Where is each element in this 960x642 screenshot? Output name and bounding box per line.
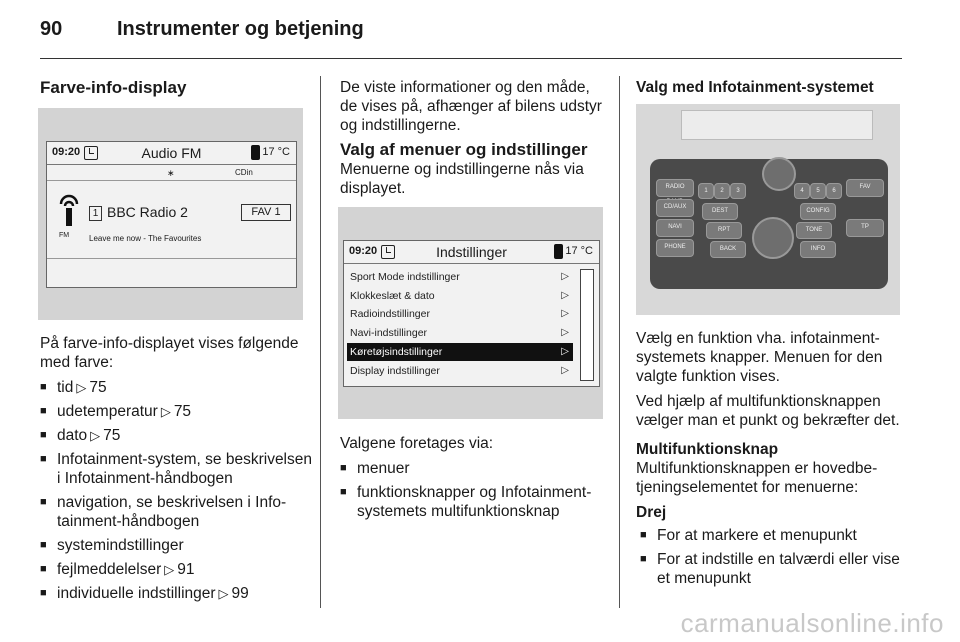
settings-status-bar xyxy=(344,241,599,264)
preset-button[interactable]: 1 xyxy=(698,183,714,199)
chevron-right-icon: ▷ xyxy=(561,271,569,282)
column-divider-2 xyxy=(619,76,620,608)
panel-button[interactable]: INFO xyxy=(800,241,836,258)
chevron-right-icon: ▷ xyxy=(561,327,569,338)
list-item: ■ funktionsknapper og Infotainment-systemets multifunktionsknap xyxy=(340,483,608,521)
menu-scrollbar[interactable] xyxy=(580,269,594,381)
infotainment-panel-figure xyxy=(636,104,900,315)
preset-button[interactable]: 2 xyxy=(714,183,730,199)
list-item: ■ udetemperatur ▷ 75 xyxy=(40,402,312,421)
panel-button[interactable]: FAV xyxy=(846,179,884,197)
middle-intro: De viste informationer og den måde, de vises på, afhænger af bilens udstyr og indstillingerne. xyxy=(340,79,602,134)
middle-body xyxy=(340,434,608,526)
settings-temp: 17 °C xyxy=(565,245,593,257)
settings-time: 09:20 xyxy=(349,245,378,257)
panel-button[interactable]: NAVI xyxy=(656,219,694,237)
list-item: ■ systemindstillinger xyxy=(40,536,312,555)
multifunction-knob[interactable] xyxy=(752,217,794,259)
menu-item-navi[interactable]: Navi-indstillinger ▷ xyxy=(347,324,573,342)
turn-list xyxy=(636,526,902,588)
display-divider-bottom xyxy=(47,258,296,259)
station-number: 1 xyxy=(89,206,102,221)
preset-button[interactable]: 6 xyxy=(826,183,842,199)
knob-heading: Multifunktionsknap xyxy=(636,441,779,458)
panel-button[interactable]: PHONE xyxy=(656,239,694,257)
settings-title: Indstillinger xyxy=(436,244,507,260)
settings-screen xyxy=(343,240,600,387)
section-title-infotainment: Valg med Infotainment-systemet xyxy=(636,79,874,96)
display-screen xyxy=(46,141,297,288)
menu-item-vehicle[interactable]: Køretøjsindstillinger ▷ xyxy=(347,343,573,361)
chevron-right-icon: ▷ xyxy=(561,308,569,319)
preset-button[interactable]: 5 xyxy=(810,183,826,199)
thermometer-icon xyxy=(554,244,563,259)
knob-text: Multifunktionsknappen er hovedbetjeningselementet for menuerne: xyxy=(636,460,878,496)
preset-button[interactable]: 3 xyxy=(730,183,746,199)
list-item: ■ Infotainment-system, se beskrivelsen i Infotainment-håndbogen xyxy=(40,450,312,488)
list-item: ■ For at markere et menupunkt xyxy=(640,526,902,545)
page-ref-icon: ▷ xyxy=(90,428,101,443)
page-title: Instrumenter og betjening xyxy=(117,18,364,40)
panel-button[interactable]: CONFIG xyxy=(800,203,836,220)
menu-item-radio[interactable]: Radioindstillinger ▷ xyxy=(347,305,573,323)
color-info-display-figure xyxy=(38,108,303,320)
panel-button[interactable]: DEST xyxy=(702,203,738,220)
panel-button[interactable]: CD/AUX xyxy=(656,199,694,217)
page-ref-icon: ▷ xyxy=(160,404,171,419)
chevron-right-icon: ▷ xyxy=(561,290,569,301)
list-item: ■ fejlmeddelelser ▷ 91 xyxy=(40,560,312,579)
display-title: Audio FM xyxy=(141,145,202,161)
bluetooth-icon: ∗ xyxy=(167,168,175,178)
page-number: 90 xyxy=(40,18,63,40)
chevron-right-icon: ▷ xyxy=(561,365,569,376)
cd-in-label: CDin xyxy=(235,168,253,177)
song-title: Leave me now - The Favourites xyxy=(89,234,202,243)
list-item: ■ menuer xyxy=(340,459,608,478)
radio-antenna-icon xyxy=(59,194,79,228)
list-item: ■ tid ▷ 75 xyxy=(40,378,312,397)
control-panel xyxy=(650,159,888,289)
middle-sub: Menuerne og indstillingerne nås via displayet. xyxy=(340,161,584,197)
panel-button[interactable]: RPT xyxy=(706,222,742,239)
menu-item-sport-mode[interactable]: Sport Mode indstillinger ▷ xyxy=(347,268,573,286)
panel-button[interactable]: TONE xyxy=(796,222,832,239)
display-items-list xyxy=(40,378,312,603)
section-title-display: Farve-info-display xyxy=(40,78,187,97)
list-item: ■ navigation, se beskrivelsen i Infotainment-håndbogen xyxy=(40,493,312,531)
page-ref-icon: ▷ xyxy=(164,562,175,577)
page-ref-icon: ▷ xyxy=(218,586,229,601)
display-temp: 17 °C xyxy=(262,146,290,158)
left-intro: På farve-info-displayet vises følgende med farve: xyxy=(40,335,299,371)
watermark: carmanualsonline.info xyxy=(680,608,944,638)
panel-button[interactable]: TP xyxy=(846,219,884,237)
favourite-badge: FAV 1 xyxy=(241,204,291,221)
list-item: ■ For at indstille en talværdi eller vise et menupunkt xyxy=(640,550,902,588)
band-label: FM xyxy=(59,232,70,239)
right-p2: Ved hjælp af multifunktionsknappen vælger man et punkt og bekræfter det. xyxy=(636,393,900,429)
right-body xyxy=(636,329,902,593)
dashboard-vents xyxy=(681,110,873,140)
middle-via: Valgene foretages via: xyxy=(340,435,494,452)
display-time: 09:20 xyxy=(52,146,81,158)
turn-heading: Drej xyxy=(636,504,667,521)
page-ref-icon: ▷ xyxy=(76,380,87,395)
preset-button[interactable]: 4 xyxy=(794,183,810,199)
list-item: ■ individuelle indstillinger ▷ 99 xyxy=(40,584,312,603)
display-divider xyxy=(47,180,296,181)
menu-item-display[interactable]: Display indstillinger ▷ xyxy=(347,362,573,380)
list-item: ■ dato ▷ 75 xyxy=(40,426,312,445)
chevron-right-icon: ▷ xyxy=(561,346,569,357)
selection-methods-list xyxy=(340,459,608,521)
settings-display-figure xyxy=(338,207,603,419)
header-divider xyxy=(40,58,902,59)
station-name: BBC Radio 2 xyxy=(107,204,188,220)
right-p1: Vælg en funktion vha. infotainment-systemets knapper. Menuen for den valgte funktion vises. xyxy=(636,330,883,385)
display-status-bar xyxy=(47,142,296,165)
menu-item-clock-date[interactable]: Klokkeslæt & dato ▷ xyxy=(347,287,573,305)
section-title-menus: Valg af menuer og indstillinger xyxy=(340,140,588,159)
thermometer-icon xyxy=(251,145,260,160)
column-divider-1 xyxy=(320,76,321,608)
panel-button[interactable]: RADIO xyxy=(656,179,694,197)
left-body xyxy=(40,334,312,608)
volume-knob[interactable] xyxy=(762,157,796,191)
panel-button[interactable]: BACK xyxy=(710,241,746,258)
